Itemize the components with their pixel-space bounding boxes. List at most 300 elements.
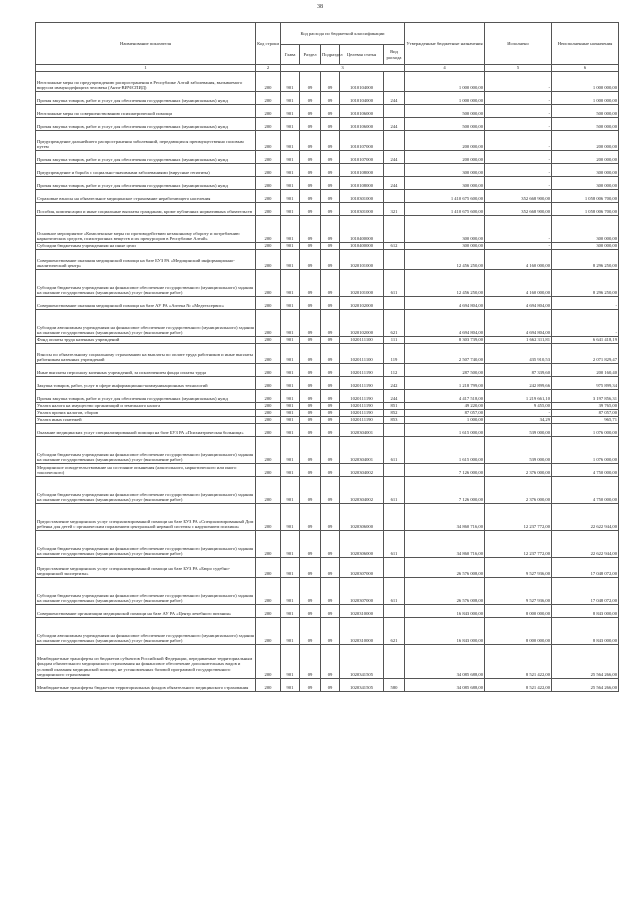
column-number: 5 [485,65,552,72]
row-expense-type [384,105,405,118]
row-name: Субсидии бюджетным учреждениям на финансовое обеспечение государственного (муниципального) задания на оказание государственных (муниципальных) услуг (выполнение работ) [36,270,256,297]
row-executed: 435 910,53 [485,344,552,364]
row-unexecuted: 22 622 944,00 [552,531,619,558]
row-section: 09 [300,679,321,692]
budget-execution-table [35,22,619,692]
row-code: 200 [256,437,281,464]
row-chapter: 901 [281,243,300,250]
table-row [36,531,619,558]
row-expense-type [384,216,405,243]
row-section: 09 [300,92,321,105]
row-expense-type: 611 [384,578,405,605]
row-subsection: 09 [321,297,340,310]
row-chapter: 901 [281,504,300,531]
row-approved: 34 860 716,00 [405,531,485,558]
row-executed: 539 000,00 [485,437,552,464]
row-target: 1020304002 [340,477,384,504]
row-approved: 12 456 250,00 [405,270,485,297]
row-executed: - [485,151,552,164]
row-chapter: 901 [281,531,300,558]
row-approved: 8 303 739,00 [405,337,485,344]
row-unexecuted: 200 160,40 [552,364,619,377]
row-expense-type: 621 [384,618,405,645]
row-executed: 9 527 936,00 [485,578,552,605]
row-code: 200 [256,504,281,531]
row-executed: 8 000 000,00 [485,618,552,645]
row-section: 09 [300,618,321,645]
row-name: Прочая закупка товаров, работ и услуг для обеспечения государственных (муниципальных) нужд [36,151,256,164]
row-unexecuted: 25 564 266,00 [552,679,619,692]
table-row [36,164,619,177]
table-row [36,243,619,250]
row-code: 200 [256,558,281,578]
row-chapter: 901 [281,164,300,177]
row-subsection: 09 [321,190,340,203]
row-subsection: 09 [321,504,340,531]
row-section: 09 [300,437,321,464]
row-unexecuted: 1 000 000,00 [552,92,619,105]
row-chapter: 901 [281,578,300,605]
row-code: 200 [256,164,281,177]
row-name: Прочая закупка товаров, работ и услуг для обеспечения государственных (муниципальных) нужд [36,177,256,190]
row-name: Субсидии бюджетным учреждениям на иные цели [36,243,256,250]
row-target: 1020111190 [340,377,384,390]
row-chapter: 901 [281,310,300,337]
row-name: Прочая закупка товаров, работ и услуг для обеспечения государственных (муниципальных) нужд [36,390,256,403]
row-subsection: 09 [321,558,340,578]
row-chapter: 901 [281,118,300,131]
row-executed: - [485,131,552,151]
header-expense-type: Вид расхода [384,45,405,65]
row-code: 200 [256,190,281,203]
row-name: Пособия, компенсации и иные социальные выплаты гражданам, кроме публичных нормативных обязательств [36,203,256,216]
header-subsection: Подраздел [321,45,340,65]
table-row [36,437,619,464]
row-executed: 12 237 772,00 [485,504,552,531]
table-row [36,131,619,151]
row-expense-type: 112 [384,364,405,377]
table-row [36,203,619,216]
table-row [36,390,619,403]
column-number: 6 [552,65,619,72]
row-unexecuted: 6 641 418,19 [552,337,619,344]
row-name: Предоставление медицинских услуг специализированной помощи на базе БУЗ РА «Бюро судебно-медицинской экспертизы» [36,558,256,578]
row-expense-type: 852 [384,410,405,417]
row-code: 200 [256,364,281,377]
row-name: Уплата иных платежей [36,417,256,424]
row-name: Фонд оплаты труда казенных учреждений [36,337,256,344]
header-target: Целевая статья [340,45,384,65]
row-code: 200 [256,72,281,92]
table-row [36,504,619,531]
row-chapter: 901 [281,297,300,310]
row-chapter: 901 [281,403,300,410]
row-target: 1020341505 [340,645,384,679]
row-approved: 16 843 000,00 [405,618,485,645]
row-chapter: 901 [281,558,300,578]
row-approved: 1 410 675 600,00 [405,203,485,216]
row-chapter: 901 [281,410,300,417]
row-executed: 4 160 000,00 [485,270,552,297]
row-code: 200 [256,645,281,679]
row-unexecuted: 965,71 [552,417,619,424]
row-name: Совершенствование организации медицинской помощи на базе АУ РА «Центр лечебного питания» [36,605,256,618]
row-executed: 8 521 422,00 [485,679,552,692]
row-target: 1020306000 [340,504,384,531]
row-unexecuted: 975 899,34 [552,377,619,390]
row-chapter: 901 [281,364,300,377]
table-row [36,151,619,164]
row-name: Неотложные меры по совершенствованию психиатрической помощи [36,105,256,118]
row-subsection: 09 [321,270,340,297]
row-name: Совершенствование оказания медицинской помощи на базе БУЗ РА «Медицинский информационно-аналитический центр» [36,250,256,270]
row-subsection: 09 [321,177,340,190]
header-approved: Утвержденные бюджетные назначения [405,23,485,65]
row-expense-type [384,645,405,679]
row-chapter: 901 [281,105,300,118]
row-subsection: 09 [321,437,340,464]
row-code: 200 [256,531,281,558]
row-code: 200 [256,424,281,437]
row-code: 200 [256,390,281,403]
row-target: 1020304001 [340,437,384,464]
row-chapter: 901 [281,151,300,164]
row-expense-type [384,464,405,477]
row-approved: 34 085 688,00 [405,679,485,692]
row-approved: 1 615 000,00 [405,424,485,437]
row-chapter: 901 [281,437,300,464]
row-subsection: 09 [321,424,340,437]
row-name: Основное мероприятие «Комплексные меры по противодействию незаконному обороту и потреблению наркотических средств, психотропных веществ и их прекурсоров в Республике Алтай» [36,216,256,243]
header-code: Код строки [256,23,281,65]
row-code: 200 [256,477,281,504]
row-executed: - [485,92,552,105]
row-expense-type [384,504,405,531]
row-chapter: 901 [281,250,300,270]
row-approved: 287 500,00 [405,364,485,377]
header-section: Раздел [300,45,321,65]
row-executed: 87 339,60 [485,364,552,377]
row-target: 1010104000 [340,72,384,92]
row-executed: 4 694 804,00 [485,297,552,310]
row-target: 1010104000 [340,92,384,105]
row-target: 1020310000 [340,605,384,618]
row-section: 09 [300,477,321,504]
row-chapter: 901 [281,270,300,297]
row-unexecuted: 4 750 000,00 [552,477,619,504]
row-code: 200 [256,297,281,310]
row-approved: 26 576 008,00 [405,578,485,605]
row-unexecuted: 200 000,00 [552,131,619,151]
table-row [36,558,619,578]
row-subsection: 09 [321,417,340,424]
row-approved: 1 000 000,00 [405,92,485,105]
row-executed: 34,29 [485,417,552,424]
table-row [36,337,619,344]
row-unexecuted: 1 058 006 700,00 [552,203,619,216]
row-chapter: 901 [281,390,300,403]
row-name: Медицинское освидетельствование на состояние опьянения (алкогольного, наркотического или иного токсического) [36,464,256,477]
row-name: Уплата налога на имущество организаций и земельного налога [36,403,256,410]
row-expense-type: 580 [384,679,405,692]
row-code: 200 [256,131,281,151]
row-expense-type [384,424,405,437]
row-executed: 9 527 936,00 [485,558,552,578]
row-code: 200 [256,250,281,270]
row-expense-type [384,131,405,151]
row-name: Страховые взносы на обязательное медицинское страхование неработающего населения [36,190,256,203]
row-section: 09 [300,203,321,216]
row-name: Предупреждение дальнейшего распространения заболеваний, передающихся преимущественно половым путем [36,131,256,151]
row-code: 200 [256,243,281,250]
row-expense-type: 244 [384,151,405,164]
row-target: 1010106000 [340,105,384,118]
row-code: 200 [256,417,281,424]
row-name: Закупка товаров, работ, услуг в сфере информационно-коммуникационных технологий [36,377,256,390]
row-target: 1020111190 [340,410,384,417]
header-unexecuted: Неисполненные назначения [552,23,619,65]
row-target: 1020111190 [340,403,384,410]
row-target: 1020307000 [340,578,384,605]
row-chapter: 901 [281,337,300,344]
row-executed: 12 237 772,00 [485,531,552,558]
row-subsection: 09 [321,151,340,164]
row-name: Прочая закупка товаров, работ и услуг для обеспечения государственных (муниципальных) нужд [36,118,256,131]
row-approved: 16 843 000,00 [405,605,485,618]
table-row [36,297,619,310]
row-unexecuted: 87 057,00 [552,410,619,417]
row-subsection: 09 [321,679,340,692]
row-executed: - [485,72,552,92]
row-name: Субсидии бюджетным учреждениям на финансовое обеспечение государственного (муниципального) задания на оказание государственных (муниципальных) услуг (выполнение работ) [36,437,256,464]
row-approved: 500 000,00 [405,105,485,118]
row-approved: 49 220,00 [405,403,485,410]
row-chapter: 901 [281,679,300,692]
row-approved: 1 000 000,00 [405,72,485,92]
row-name: Оказание медицинских услуг специализированной помощи на базе БУЗ РА «Психиатрическая больница» [36,424,256,437]
row-name: Совершенствование оказания медицинской помощи на базе АУ РА «Аптека № «Медтехсервис» [36,297,256,310]
row-executed: 242 899,66 [485,377,552,390]
row-section: 09 [300,105,321,118]
header-chapter: Глава [281,45,300,65]
row-section: 09 [300,297,321,310]
column-number-row [36,65,619,72]
row-section: 09 [300,417,321,424]
row-target: 1010108000 [340,177,384,190]
row-expense-type: 244 [384,92,405,105]
row-chapter: 901 [281,417,300,424]
row-approved: 4 694 804,00 [405,297,485,310]
row-subsection: 09 [321,477,340,504]
row-chapter: 901 [281,216,300,243]
row-expense-type: 621 [384,310,405,337]
row-subsection: 09 [321,216,340,243]
table-row [36,424,619,437]
row-section: 09 [300,337,321,344]
table-row [36,410,619,417]
row-approved: 300 000,00 [405,177,485,190]
row-subsection: 09 [321,310,340,337]
row-expense-type: 611 [384,531,405,558]
row-target: 1010400000 [340,216,384,243]
row-code: 200 [256,464,281,477]
row-section: 09 [300,531,321,558]
row-executed: - [485,410,552,417]
row-executed: - [485,164,552,177]
row-target: 1020307000 [340,558,384,578]
row-target: 1020102000 [340,310,384,337]
row-expense-type: 612 [384,243,405,250]
column-number: 1 [36,65,256,72]
table-row [36,177,619,190]
row-subsection: 09 [321,605,340,618]
row-unexecuted: 17 048 072,00 [552,558,619,578]
row-target: 1020111190 [340,417,384,424]
table-row [36,105,619,118]
row-expense-type: 242 [384,377,405,390]
row-section: 09 [300,410,321,417]
table-row [36,310,619,337]
table-row [36,403,619,410]
row-section: 09 [300,164,321,177]
row-subsection: 09 [321,364,340,377]
row-name: Предупреждение и борьба с социально-значимыми заболеваниями (вирусные гепатиты) [36,164,256,177]
row-unexecuted: 3 197 856,31 [552,390,619,403]
row-section: 09 [300,243,321,250]
row-section: 09 [300,216,321,243]
row-section: 09 [300,118,321,131]
row-target: 1020341505 [340,679,384,692]
row-code: 200 [256,605,281,618]
table-row [36,344,619,364]
row-chapter: 901 [281,424,300,437]
row-subsection: 09 [321,464,340,477]
row-section: 09 [300,131,321,151]
row-code: 200 [256,410,281,417]
row-code: 200 [256,403,281,410]
row-name: Уплата прочих налогов, сборов [36,410,256,417]
row-name: Субсидии автономным учреждениям на финансовое обеспечение государственного (муниципального) задания на оказание государственных (муниципальных) услуг (выполнение работ) [36,618,256,645]
row-executed: 352 668 900,00 [485,203,552,216]
row-unexecuted: - [552,297,619,310]
row-section: 09 [300,558,321,578]
row-target: 1020304001 [340,424,384,437]
row-target: 1020310000 [340,618,384,645]
row-unexecuted: 1 076 000,00 [552,424,619,437]
row-chapter: 901 [281,72,300,92]
row-expense-type [384,72,405,92]
table-row [36,92,619,105]
row-unexecuted: 300 000,00 [552,177,619,190]
row-subsection: 09 [321,531,340,558]
row-unexecuted: 300 000,00 [552,164,619,177]
row-subsection: 09 [321,618,340,645]
row-approved: 87 057,00 [405,410,485,417]
row-subsection: 09 [321,72,340,92]
page-number: 38 [317,4,323,10]
row-section: 09 [300,270,321,297]
row-unexecuted: 25 564 266,00 [552,645,619,679]
table-row [36,464,619,477]
table-row [36,72,619,92]
table-row [36,118,619,131]
row-target: 1020101000 [340,270,384,297]
row-approved: 4 417 518,00 [405,390,485,403]
row-chapter: 901 [281,177,300,190]
row-chapter: 901 [281,92,300,105]
row-target: 1020306000 [340,531,384,558]
table-row [36,477,619,504]
row-expense-type [384,190,405,203]
row-expense-type [384,297,405,310]
row-subsection: 09 [321,403,340,410]
row-target: 1020304002 [340,464,384,477]
row-code: 200 [256,578,281,605]
row-approved: 1 218 799,00 [405,377,485,390]
row-executed: 352 668 900,00 [485,190,552,203]
row-name: Субсидии бюджетным учреждениям на финансовое обеспечение государственного (муниципального) задания на оказание государственных (муниципальных) услуг (выполнение работ) [36,578,256,605]
row-unexecuted: 39 765,00 [552,403,619,410]
header-name: Наименование показателя [36,23,256,65]
row-approved: 12 456 250,00 [405,250,485,270]
row-approved: 34 085 688,00 [405,645,485,679]
row-section: 09 [300,377,321,390]
row-approved: 1 000,00 [405,417,485,424]
table-row [36,250,619,270]
row-expense-type: 244 [384,177,405,190]
row-approved: 200 000,00 [405,151,485,164]
row-target: 1010108000 [340,164,384,177]
row-executed: - [485,216,552,243]
row-section: 09 [300,390,321,403]
row-unexecuted: 8 843 000,00 [552,618,619,645]
row-unexecuted: 1 058 006 700,00 [552,190,619,203]
row-section: 09 [300,310,321,337]
row-section: 09 [300,72,321,92]
row-code: 200 [256,337,281,344]
row-section: 09 [300,578,321,605]
row-chapter: 901 [281,477,300,504]
row-target: 1020111100 [340,344,384,364]
row-code: 200 [256,105,281,118]
row-unexecuted: 8 843 000,00 [552,605,619,618]
table-row [36,605,619,618]
row-expense-type: 851 [384,403,405,410]
row-subsection: 09 [321,344,340,364]
table-row [36,270,619,297]
row-target: 1020111100 [340,337,384,344]
row-executed: 9 455,00 [485,403,552,410]
row-unexecuted: 1 000 000,00 [552,72,619,92]
row-target: 1020111190 [340,390,384,403]
row-code: 200 [256,118,281,131]
row-approved: 7 126 000,00 [405,477,485,504]
row-name: Межбюджетные трансферты бюджетам территориальных фондов обязательного медицинского страхования [36,679,256,692]
row-executed: - [485,118,552,131]
column-number: 2 [256,65,281,72]
row-expense-type: 244 [384,118,405,131]
row-chapter: 901 [281,618,300,645]
row-name: Субсидии бюджетным учреждениям на финансовое обеспечение государственного (муниципального) задания на оказание государственных (муниципальных) услуг (выполнение работ) [36,531,256,558]
row-unexecuted: 8 296 250,00 [552,270,619,297]
row-approved: 34 860 716,00 [405,504,485,531]
header-executed: Исполнено [485,23,552,65]
row-name: Иные выплаты персоналу казенных учреждений, за исключением фонда оплаты труда [36,364,256,377]
row-target: 1010400000 [340,243,384,250]
row-subsection: 09 [321,250,340,270]
row-code: 200 [256,344,281,364]
row-executed: - [485,105,552,118]
